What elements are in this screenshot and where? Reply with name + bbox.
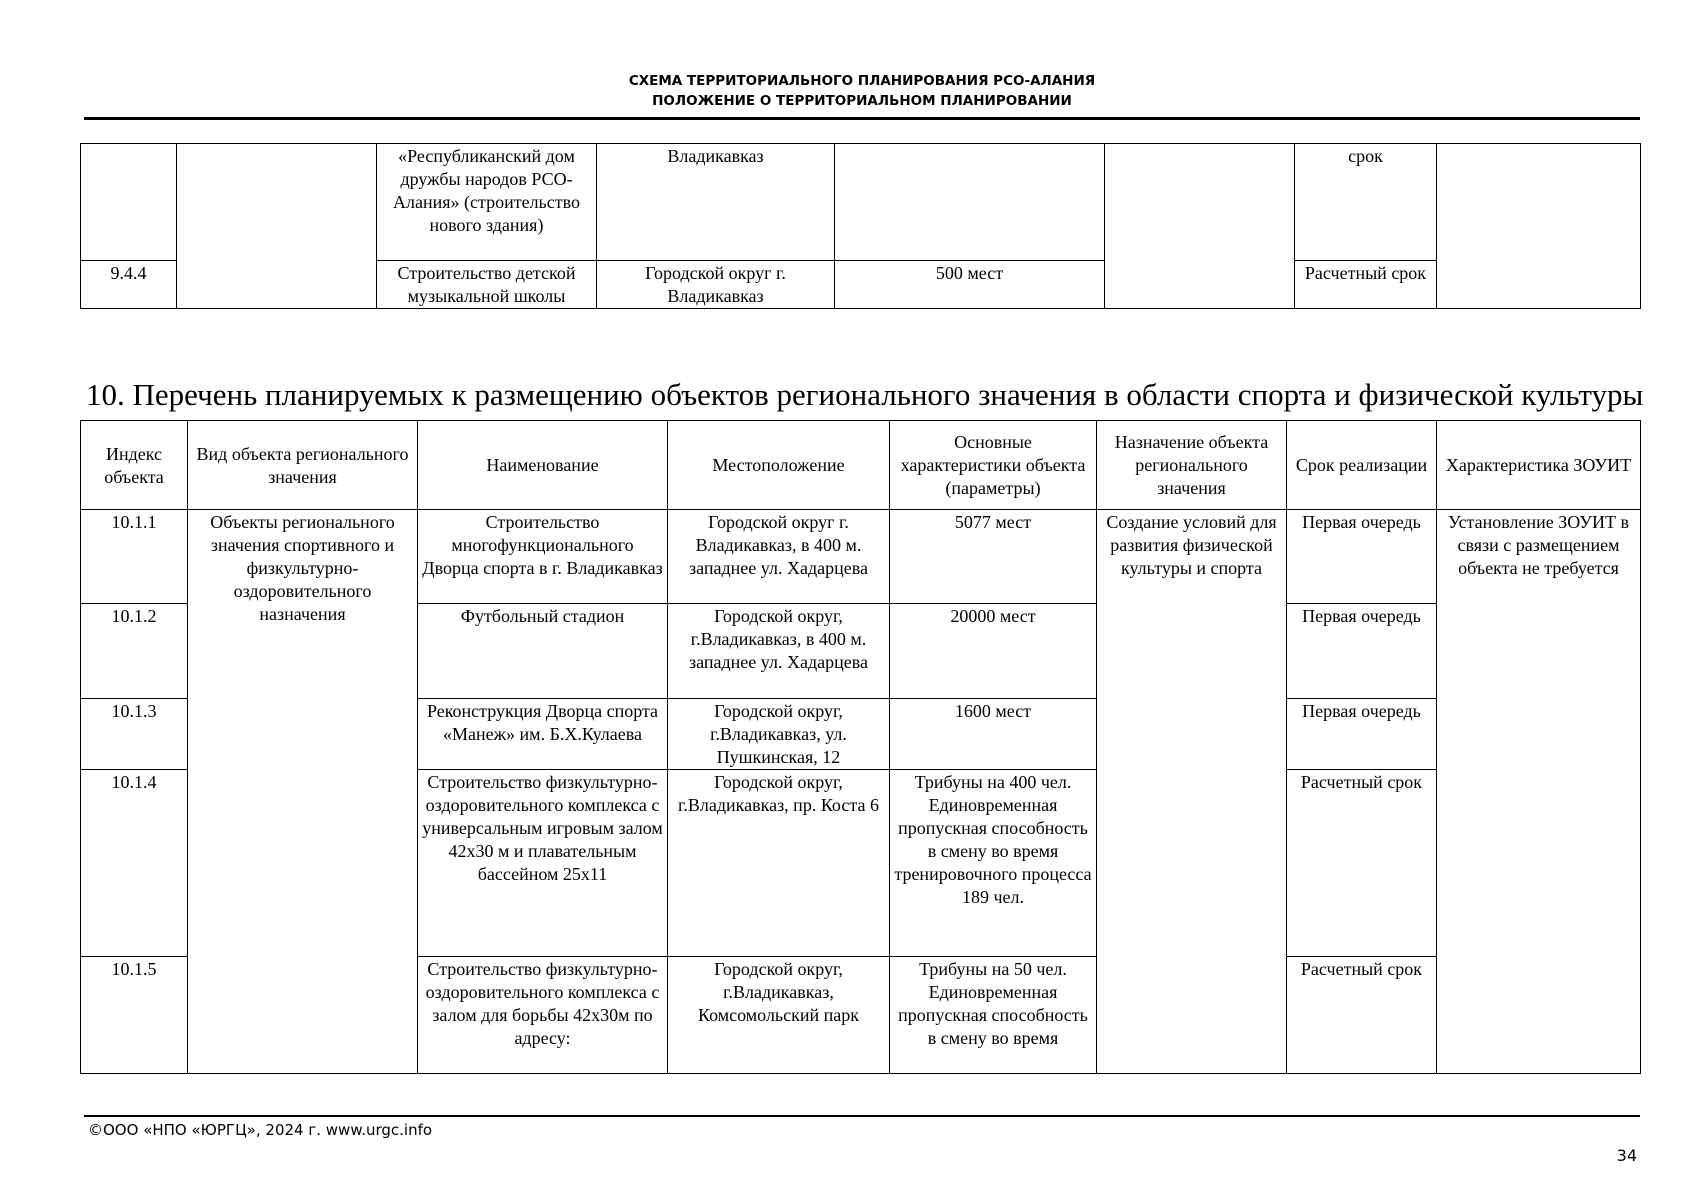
- term-cell: Первая очередь: [1287, 604, 1437, 699]
- document-header: [84, 71, 1640, 111]
- term-cell: Расчетный срок: [1287, 770, 1437, 957]
- term-cell: Первая очередь: [1287, 510, 1437, 604]
- header-title: СХЕМА ТЕРРИТОРИАЛЬНОГО ПЛАНИРОВАНИЯ РСО-АЛАНИЯ: [628, 73, 1096, 89]
- section-title: 10. Перечень планируемых к размещению объектов регионального значения в области спорта и физической культуры: [86, 377, 1644, 412]
- objects-table: [80, 420, 1641, 1074]
- footer-copyright: ©ООО «НПО «ЮРГЦ», 2024 г. www.urgc.info: [88, 1121, 433, 1139]
- zouit-cell: Установление ЗОУИТ в связи с размещением объекта не требуется: [1437, 510, 1641, 1074]
- object-type-cell: Объекты регионального значения спортивного и физкультурно-оздоровительного назначения: [188, 510, 418, 1074]
- index-cell: 9.4.4: [81, 261, 177, 309]
- location-cell: Владикавказ: [597, 144, 835, 261]
- header-rule: [84, 117, 1640, 120]
- location-cell: Городской округ г. Владикавказ, в 400 м. западнее ул. Хадарцева: [668, 510, 890, 604]
- object-name-cell: Реконструкция Дворца спорта «Манеж» им. Б.Х.Кулаева: [418, 699, 668, 770]
- object-name-cell: Строительство детской музыкальной школы: [377, 261, 597, 309]
- index-cell: 10.1.4: [81, 770, 188, 957]
- header-params: Основные характеристики объекта (параметры): [890, 421, 1097, 510]
- header-zouit: Характеристика ЗОУИТ: [1437, 421, 1641, 510]
- continued-table: [80, 143, 1641, 309]
- params-cell: Трибуны на 400 чел. Единовременная пропускная способность в смену во время тренировочного процесса 189 чел.: [890, 770, 1097, 957]
- header-index: Индекс объекта: [81, 421, 188, 510]
- table-header-row: [81, 421, 1641, 510]
- term-cell: Расчетный срок: [1295, 261, 1437, 309]
- index-cell: 10.1.2: [81, 604, 188, 699]
- header-subtitle: ПОЛОЖЕНИЕ О ТЕРРИТОРИАЛЬНОМ ПЛАНИРОВАНИИ: [652, 93, 1072, 109]
- location-cell: Городской округ, г.Владикавказ, Комсомольский парк: [668, 957, 890, 1074]
- header-type: Вид объекта регионального значения: [188, 421, 418, 510]
- term-cell: срок: [1295, 144, 1437, 261]
- object-name-cell: Футбольный стадион: [418, 604, 668, 699]
- header-location: Местоположение: [668, 421, 890, 510]
- page-number: 34: [1616, 1146, 1637, 1165]
- purpose-cell: Создание условий для развития физической культуры и спорта: [1097, 510, 1287, 1074]
- header-purpose: Назначение объекта регионального значения: [1097, 421, 1287, 510]
- object-name-cell: Строительство физкультурно-оздоровительного комплекса с залом для борьбы 42х30м по адресу:: [418, 957, 668, 1074]
- location-cell: Городской округ, г.Владикавказ, ул. Пушкинская, 12: [668, 699, 890, 770]
- term-cell: Первая очередь: [1287, 699, 1437, 770]
- location-cell: Городской округ, г.Владикавказ, в 400 м. западнее ул. Хадарцева: [668, 604, 890, 699]
- object-name-cell: Строительство физкультурно-оздоровительного комплекса с универсальным игровым залом 42х30 м и плавательным бассейном 25х11: [418, 770, 668, 957]
- term-cell: Расчетный срок: [1287, 957, 1437, 1074]
- table-row: [81, 510, 1641, 604]
- params-cell: 1600 мест: [890, 699, 1097, 770]
- params-cell: 500 мест: [835, 261, 1105, 309]
- object-name-cell: Строительство многофункционального Дворца спорта в г. Владикавказ: [418, 510, 668, 604]
- header-term: Срок реализации: [1287, 421, 1437, 510]
- table-row: [81, 144, 1641, 261]
- index-cell: 10.1.5: [81, 957, 188, 1074]
- location-cell: Городской округ, г.Владикавказ, пр. Коста 6: [668, 770, 890, 957]
- params-cell: Трибуны на 50 чел. Единовременная пропускная способность в смену во время: [890, 957, 1097, 1074]
- header-name: Наименование: [418, 421, 668, 510]
- object-name-cell: «Республиканский дом дружбы народов РСО-Алания» (строительство нового здания): [377, 144, 597, 261]
- index-cell: 10.1.1: [81, 510, 188, 604]
- index-cell: 10.1.3: [81, 699, 188, 770]
- location-cell: Городской округ г. Владикавказ: [597, 261, 835, 309]
- params-cell: 5077 мест: [890, 510, 1097, 604]
- footer-rule: [84, 1115, 1640, 1117]
- params-cell: 20000 мест: [890, 604, 1097, 699]
